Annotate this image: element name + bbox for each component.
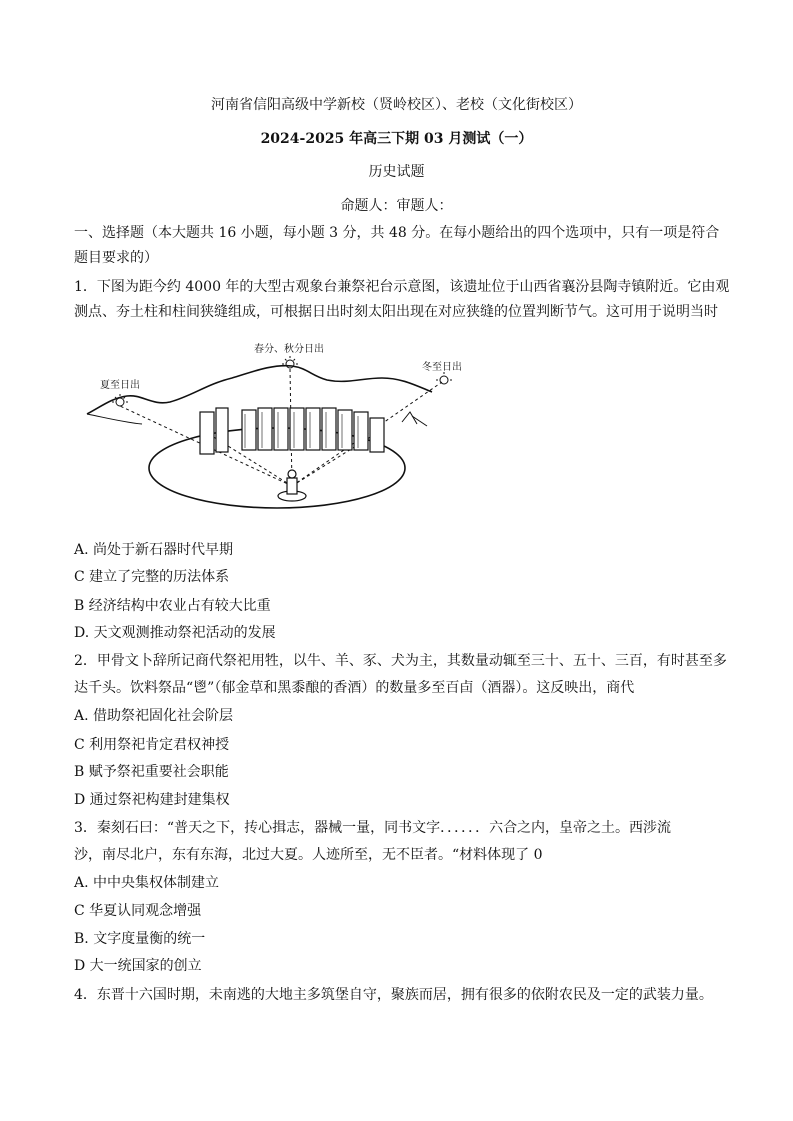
q3-option-c: C 华夏认同观念增强 — [74, 903, 202, 919]
q3-option-d: D 大一统国家的创立 — [74, 958, 202, 974]
subject-title: 历史试题 — [368, 164, 425, 180]
q1-option-b: B 经济结构中农业占有较大比重 — [74, 598, 271, 614]
section-instructions-line1: 一、选择题（本大题共 16 小题，每小题 3 分，共 48 分。在每小题给出的四个选项中，只有一项是符合 — [74, 225, 720, 241]
q3-option-b: B. 文字度量衡的统一 — [74, 931, 206, 947]
question-2-line2: 达千头。饮料祭品“鬯”（郁金草和黑黍酿的香酒）的数量多至百卣（酒器）。这反映出，商代 — [74, 680, 635, 696]
label-equinox: 春分、秋分日出 — [254, 344, 324, 355]
section-instructions-line2: 题目要求的） — [74, 250, 158, 266]
q2-option-a: A. 借助祭祀固化社会阶层 — [74, 708, 234, 724]
question-1-line1: 1．下图为距今约 4000 年的大型古观象台兼祭祀台示意图，该遗址位于山西省襄汾县陶寺镇附近。它由观 — [74, 279, 730, 295]
label-summer-solstice: 夏至日出 — [100, 380, 140, 391]
authors-line: 命题人：审题人： — [340, 198, 453, 214]
q1-option-c: C 建立了完整的历法体系 — [74, 569, 230, 585]
q2-option-d: D 通过祭祀构建封建集权 — [74, 792, 230, 808]
observatory-diagram — [82, 336, 462, 516]
q1-option-d: D. 天文观测推动祭祀活动的发展 — [74, 625, 276, 641]
q2-option-c: C 利用祭祀肯定君权神授 — [74, 737, 230, 753]
observer-figure-icon — [278, 470, 306, 501]
exam-title: 2024-2025 年高三下期 03 月测试（一） — [260, 131, 533, 147]
q3-option-a: A. 中中央集权体制建立 — [74, 875, 220, 891]
label-winter-solstice: 冬至日出 — [422, 362, 462, 373]
question-3-line1: 3．秦刻石曰：“普天之下，抟心揖志，器械一量，同书文字．．．．．．六合之内，皇帝之土。西涉流 — [74, 820, 672, 836]
question-1-line2: 测点、夯土柱和柱间狭缝组成，可根据日出时刻太阳出现在对应狭缝的位置判断节气。这可用于说明当时 — [74, 304, 718, 320]
school-name: 河南省信阳高级中学新校（贤岭校区）、老校（文化街校区） — [211, 97, 582, 113]
q1-option-a: A. 尚处于新石器时代早期 — [74, 542, 234, 558]
question-4-line1: 4．东晋十六国时期，未南逃的大地主多筑堡自守，聚族而居，拥有很多的依附农民及一定的武装力量。 — [74, 987, 713, 1003]
question-2-line1: 2．甲骨文卜辞所记商代祭祀用牲，以牛、羊、豕、犬为主，其数量动辄至三十、五十、三百，有时甚至多 — [74, 653, 727, 669]
q2-option-b: B 赋予祭祀重要社会职能 — [74, 764, 229, 780]
question-3-line2: 沙，南尽北户，东有东海，北过大夏。人迹所至，无不臣者。“材料体现了 0 — [74, 847, 543, 863]
sun-winter-icon — [436, 372, 452, 384]
